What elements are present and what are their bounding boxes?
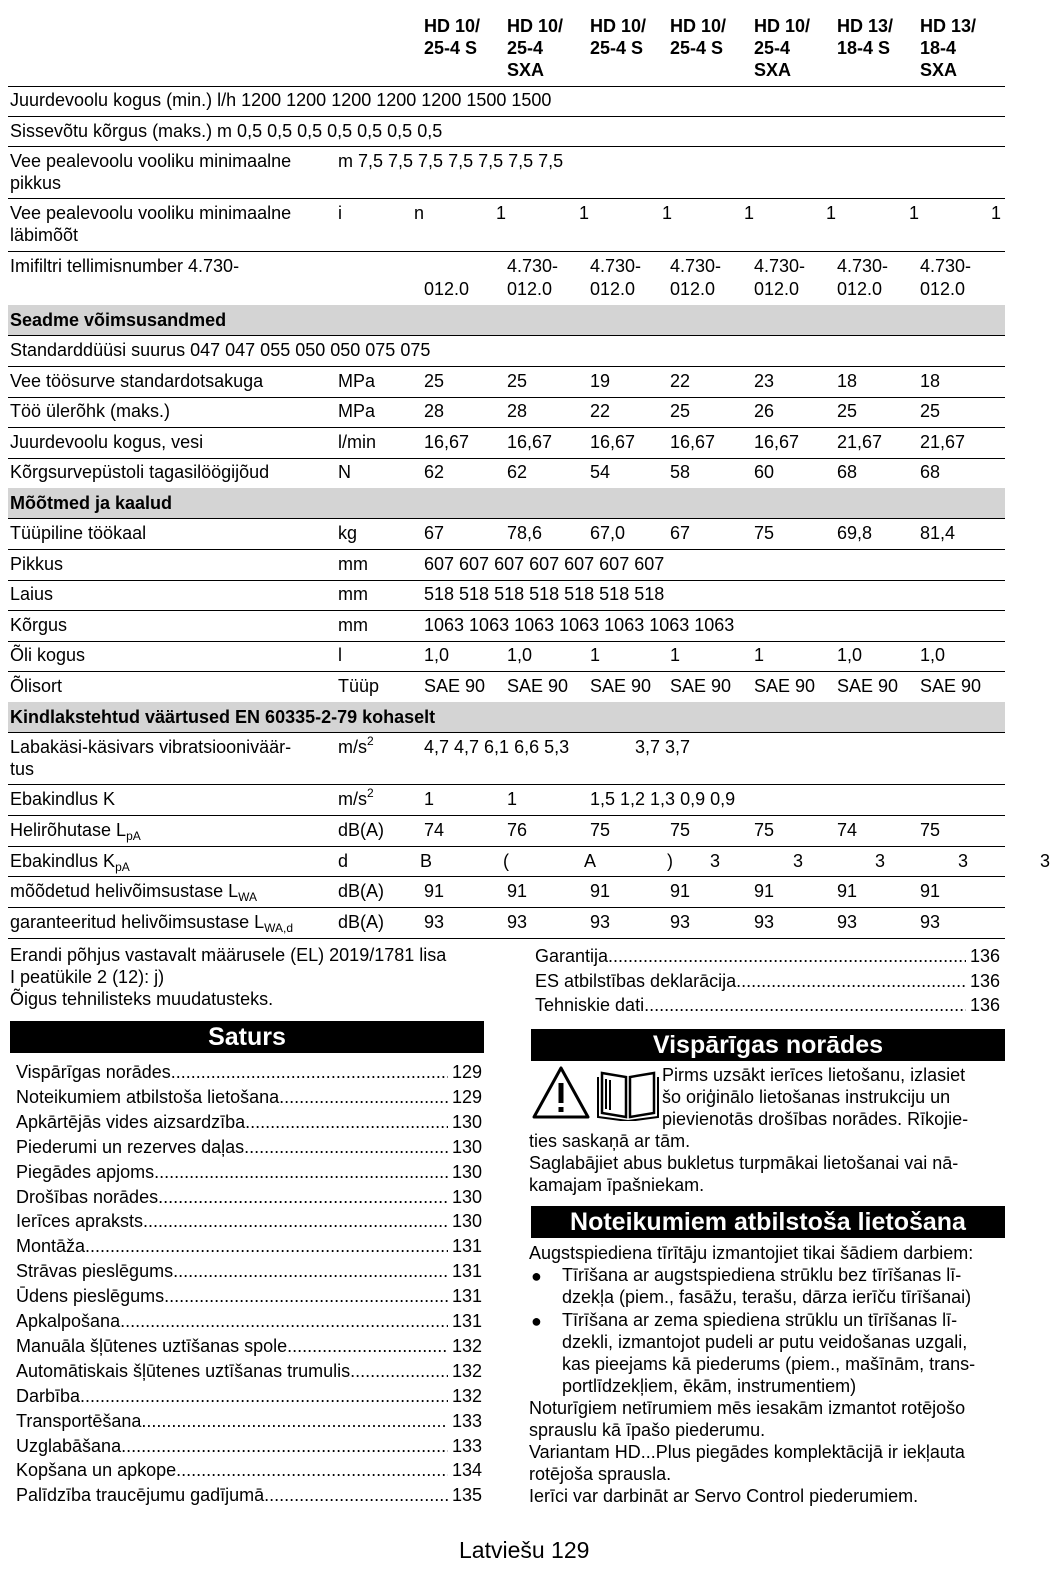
section-title: Mõõtmed ja kaalud — [10, 493, 173, 513]
toc-dot-leader — [173, 1259, 448, 1283]
cell: 3,7 3,7 — [635, 737, 691, 757]
toc-entry[interactable] — [535, 993, 1000, 1018]
cell: 012.0 — [837, 279, 883, 299]
intended-use-bullet: Tīrīšana ar zema spiediena strūklu un tīrīšanas lī- dzekli, izmantojot pudeli ar putu veidošanas uzgali, kas pieejams kā piederums (piem., mašīnām, trans- portlīdzekļiem, ēkām, instrumentiem) — [562, 1310, 976, 1396]
toc-dot-leader — [121, 1434, 448, 1458]
toc-dot-leader — [164, 1284, 448, 1308]
cell: 22 — [670, 371, 691, 391]
intended-use-title: Noteikumiem atbilstoša lietošana — [531, 1206, 1005, 1238]
general-notes-text: ties saskaņā ar tām. Saglabājiet abus bukletus turpmākai lietošanai vai nā- kamajam īpašniekam. — [529, 1131, 959, 1195]
cell: 91 — [837, 881, 858, 901]
spec-row-label: Kõrgsurvepüstoli tagasilöögijõud — [10, 462, 270, 482]
cell: 28 — [424, 401, 445, 421]
cell: 3 — [875, 851, 886, 871]
cell: 16,67 — [754, 432, 800, 452]
cell: 28 — [507, 401, 528, 421]
toc-entry-title: ES atbilstības deklarācija — [535, 970, 737, 991]
toc-entry[interactable] — [16, 1110, 482, 1135]
toc-entry[interactable] — [16, 1135, 482, 1160]
toc-entry-page: 136 — [969, 970, 1000, 991]
cell: 3 — [793, 851, 804, 871]
cell: 26 — [754, 401, 775, 421]
spec-row-label: Kõrgus — [10, 615, 68, 635]
spec-row-inflow: Juurdevoolu kogus (min.) l/h 1200 1200 1200 1200 1200 1500 1500 — [10, 90, 552, 110]
toc-entry[interactable] — [16, 1384, 482, 1409]
toc-entry-title: Noteikumiem atbilstoša lietošana — [16, 1086, 280, 1107]
intended-use-closing: Noturīgiem netīrumiem mēs iesakām izmantot rotējošo sprauslu kā īpašo piederumu. Variantam HD...Plus piegādes komplektācijā ir iekļauta rotējoša sprausla. Ierīci var darbināt ar Servo Control piederumiem. — [529, 1398, 966, 1506]
toc-entry-title: Transportēšana — [16, 1410, 142, 1431]
cell: 16,67 — [507, 432, 553, 452]
cell: 93 — [507, 912, 528, 932]
section-title: Seadme võimsusandmed — [10, 310, 227, 330]
unit: $m/s^2$ — [338, 734, 374, 757]
cell: i — [338, 203, 342, 223]
cell: 4.730- — [590, 256, 642, 276]
cell: 012.0 — [670, 279, 716, 299]
toc-entry-page: 130 — [451, 1111, 482, 1132]
cell: 16,67 — [670, 432, 716, 452]
cell: 4.730- — [754, 256, 806, 276]
column-header: HD 10/ 25-4 SXA — [754, 16, 811, 80]
toc-entry-title: Ūdens pieslēgums — [16, 1286, 165, 1307]
cell: 012.0 — [754, 279, 800, 299]
row-divider — [8, 397, 1005, 398]
toc-dot-leader — [141, 1409, 448, 1433]
cell: 19 — [590, 371, 611, 391]
toc-entry[interactable] — [16, 1259, 482, 1284]
cell: 91 — [670, 881, 691, 901]
toc-entry-page: 130 — [451, 1136, 482, 1157]
spec-row-label: Vee töösurve standardotsakuga — [10, 371, 264, 391]
cell: 67 — [670, 523, 691, 543]
cell: SAE 90 — [424, 676, 486, 696]
toc-entry[interactable] — [16, 1434, 482, 1459]
toc-entry[interactable] — [16, 1309, 482, 1334]
toc-entry[interactable] — [16, 1185, 482, 1210]
toc-entry[interactable] — [16, 1458, 482, 1483]
cell: 75 — [590, 820, 611, 840]
cell: 1063 1063 1063 1063 1063 1063 1063 — [424, 615, 735, 635]
toc-dot-leader — [608, 944, 966, 968]
row-divider — [8, 458, 1005, 459]
toc-entry[interactable] — [16, 1409, 482, 1434]
toc-entry-page: 130 — [451, 1211, 482, 1232]
cell: 4.730- — [837, 256, 889, 276]
toc-entry[interactable] — [535, 969, 1000, 994]
toc-entry-title: Apkārtējās vides aizsardzība — [16, 1111, 246, 1132]
toc-dot-leader — [264, 1483, 448, 1507]
page-footer: Latviešu 129 — [459, 1537, 590, 1563]
spec-row-hose-length-values: m 7,5 7,5 7,5 7,5 7,5 7,5 7,5 — [338, 151, 564, 171]
cell: SAE 90 — [837, 676, 899, 696]
cell: 93 — [837, 912, 858, 932]
cell: 23 — [754, 371, 775, 391]
spec-row-suction: Sissevõtu kõrgus (maks.) m 0,5 0,5 0,5 0,5 0,5 0,5 0,5 — [10, 121, 443, 141]
toc-dot-leader — [80, 1384, 448, 1408]
toc-entry-page: 135 — [451, 1485, 482, 1506]
spec-row-lwa-label: mõõdetud helivõimsustase $L_{WA}$ — [10, 881, 258, 904]
column-header: HD 10/ 25-4 S — [670, 16, 727, 58]
cell: 91 — [920, 881, 941, 901]
toc-entry-title: Ierīces apraksts — [16, 1211, 144, 1232]
unit: mm — [338, 554, 368, 574]
cell: 16,67 — [590, 432, 636, 452]
cell: 25 — [837, 401, 858, 421]
spec-row-lpa-label: Helirõhutase $L_{pA}$ — [10, 820, 141, 843]
cell: 1,0 — [507, 645, 533, 665]
cell: SAE 90 — [507, 676, 569, 696]
toc-entry-title: Strāvas pieslēgums — [16, 1261, 174, 1282]
cell: SAE 90 — [590, 676, 652, 696]
cell: 1,0 — [837, 645, 863, 665]
cell: 81,4 — [920, 523, 956, 543]
toc-entry[interactable] — [16, 1359, 482, 1384]
toc-dot-leader — [120, 1309, 448, 1333]
bullet-icon: ● — [531, 1266, 542, 1286]
cell: 3 — [710, 851, 721, 871]
toc-entry-page: 131 — [451, 1236, 482, 1257]
toc-entry[interactable] — [16, 1060, 482, 1085]
cell: 1 — [826, 203, 837, 223]
spec-row-kpa-label: Ebakindlus $K_{pA}$ — [10, 851, 130, 874]
unit: dB(A) — [338, 912, 385, 932]
cell: 1 — [991, 203, 1002, 223]
cell: 21,67 — [837, 432, 883, 452]
column-header: HD 10/ 25-4 S — [424, 16, 481, 58]
spec-row-label: Juurdevoolu kogus, vesi — [10, 432, 204, 452]
cell: 3 — [958, 851, 969, 871]
toc-entry-title: Manuāla šļūtenes uztīšanas spole — [16, 1335, 288, 1356]
cell: 1 — [424, 789, 435, 809]
cell: 518 518 518 518 518 518 518 — [424, 584, 665, 604]
toc-entry-title: Garantija — [535, 946, 609, 966]
cell: 3 — [1040, 851, 1051, 871]
cell: 16,67 — [424, 432, 470, 452]
row-divider — [8, 671, 1005, 672]
spec-row-label: Tüüpiline töökaal — [10, 523, 147, 543]
cell: 93 — [424, 912, 445, 932]
toc-entry-title: Palīdzība traucējumu gadījumā — [16, 1485, 265, 1506]
spec-row-hose-length-label: Vee pealevoolu vooliku minimaalne pikkus — [10, 151, 292, 193]
cell: 1 — [754, 645, 765, 665]
cell: 012.0 — [590, 279, 636, 299]
toc-dot-leader — [171, 1060, 448, 1084]
unit: Tüüp — [338, 676, 380, 696]
cell: SAE 90 — [920, 676, 982, 696]
column-header: HD 10/ 25-4 S — [590, 16, 647, 58]
unit: l — [338, 645, 342, 665]
toc-entry-page: 132 — [451, 1360, 482, 1381]
toc-dot-leader — [287, 1334, 448, 1358]
cell: ( — [503, 851, 509, 871]
column-header: HD 13/ 18-4 SXA — [920, 16, 977, 80]
cell: 1 — [662, 203, 673, 223]
toc-entry-title: Tehniskie dati — [535, 995, 645, 1015]
cell: ) — [667, 851, 673, 871]
spec-row-uncertainty-label: Ebakindlus K — [10, 789, 116, 809]
cell: 1 — [496, 203, 507, 223]
spec-row-label: Õli kogus — [10, 645, 86, 665]
toc-entry-page: 132 — [451, 1385, 482, 1406]
cell: 1,5 1,2 1,3 0,9 0,9 — [590, 789, 736, 809]
toc-dot-leader — [736, 969, 966, 993]
cell: 93 — [590, 912, 611, 932]
cell: 62 — [507, 462, 528, 482]
toc-entry-title: Piegādes apjoms — [16, 1161, 155, 1182]
bullet-icon: ● — [531, 1311, 542, 1331]
cell: 75 — [754, 820, 775, 840]
section-title: Kindlakstehtud väärtused EN 60335-2-79 kohaselt — [10, 707, 436, 727]
cell: 60 — [754, 462, 775, 482]
unit: dB(A) — [338, 881, 385, 901]
toc-entry-title: Automātiskais šļūtenes uztīšanas trumulis — [16, 1360, 351, 1381]
toc-title: Saturs — [10, 1021, 484, 1053]
toc-entry[interactable] — [16, 1334, 482, 1359]
toc-dot-leader — [279, 1085, 448, 1109]
cell: 91 — [424, 881, 445, 901]
spec-row-label: Töö ülerõhk (maks.) — [10, 401, 171, 421]
warning-icon — [531, 1065, 591, 1126]
cell: 91 — [590, 881, 611, 901]
unit: dB(A) — [338, 820, 385, 840]
cell: 22 — [590, 401, 611, 421]
row-divider — [8, 610, 1005, 611]
cell: 25 — [424, 371, 445, 391]
cell: 54 — [590, 462, 611, 482]
cell: 25 — [507, 371, 528, 391]
toc-dot-leader — [644, 993, 966, 1017]
unit: $m/s^2$ — [338, 786, 374, 809]
cell: 4,7 4,7 6,1 6,6 5,3 — [424, 737, 570, 757]
toc-entry-page: 130 — [451, 1161, 482, 1182]
toc-entry[interactable] — [16, 1085, 482, 1110]
general-notes-title: Vispārīgas norādes — [531, 1029, 1005, 1061]
toc-entry-title: Kopšana un apkope — [16, 1460, 177, 1481]
spec-row-label: Õlisort — [10, 676, 63, 696]
toc-entry[interactable] — [16, 1209, 482, 1234]
toc-entry-page: 136 — [969, 995, 1000, 1015]
toc-dot-leader — [244, 1135, 448, 1159]
cell: 68 — [920, 462, 941, 482]
cell: 4.730- — [507, 256, 559, 276]
spec-row-vibration-label: Labakäsi-käsivars vibratsiooniväär- tus — [10, 737, 292, 779]
toc-entry-title: Montāža — [16, 1236, 86, 1257]
toc-entry-page: 131 — [451, 1311, 482, 1331]
cell: 21,67 — [920, 432, 966, 452]
unit: MPa — [338, 401, 376, 421]
cell: 75 — [670, 820, 691, 840]
toc-entry-title: Piederumi un rezerves daļas — [16, 1136, 245, 1157]
cell: 1 — [744, 203, 755, 223]
toc-entry[interactable] — [535, 944, 1000, 969]
cell: B — [420, 851, 433, 871]
cell: d — [338, 851, 349, 871]
cell: 4.730- — [920, 256, 972, 276]
cell: 93 — [754, 912, 775, 932]
intended-use-bullet: Tīrīšana ar augstspiediena strūklu bez tīrīšanas lī- dzekļa (piem., fasāžu, terašu, dārza ierīču tīrīšanai) — [562, 1265, 972, 1307]
cell: 75 — [754, 523, 775, 543]
column-header: HD 10/ 25-4 SXA — [507, 16, 564, 80]
toc-entry-page: 132 — [451, 1335, 482, 1356]
cell: 67 — [424, 523, 445, 543]
cell: A — [584, 851, 597, 871]
cell: 012.0 — [507, 279, 553, 299]
cell: 69,8 — [837, 523, 873, 543]
cell: 74 — [837, 820, 858, 840]
cell: n — [414, 203, 425, 223]
row-divider — [8, 549, 1005, 550]
toc-entry-title: Uzglabāšana — [16, 1435, 122, 1456]
cell: 74 — [424, 820, 445, 840]
cell: 58 — [670, 462, 691, 482]
toc-entry-title: Apkalpošana — [16, 1311, 121, 1331]
unit: mm — [338, 584, 368, 604]
cell: 1 — [507, 789, 518, 809]
cell: 1,0 — [424, 645, 450, 665]
toc-dot-leader — [158, 1185, 448, 1209]
toc-dot-leader — [176, 1458, 448, 1482]
cell: 012.0 — [424, 279, 470, 299]
cell: 1 — [909, 203, 920, 223]
spec-row-label: Pikkus — [10, 554, 64, 574]
toc-entry-page: 131 — [451, 1261, 482, 1282]
spec-row-filter-label: Imifiltri tellimisnumber 4.730- — [10, 256, 240, 276]
cell: 25 — [670, 401, 691, 421]
unit: mm — [338, 615, 368, 635]
unit: MPa — [338, 371, 376, 391]
cell: 78,6 — [507, 523, 543, 543]
cell: 18 — [920, 371, 941, 391]
cell: SAE 90 — [670, 676, 732, 696]
cell: 93 — [920, 912, 941, 932]
toc-entry-page: 134 — [451, 1460, 482, 1481]
toc-entry-title: Drošības norādes — [16, 1186, 159, 1207]
manual-book-icon — [596, 1065, 660, 1126]
cell: SAE 90 — [754, 676, 816, 696]
cell: 68 — [837, 462, 858, 482]
cell: 91 — [507, 881, 528, 901]
cell: 67,0 — [590, 523, 626, 543]
general-notes-intro: Pirms uzsākt ierīces lietošanu, izlasiet šo oriģinālo lietošanas instrukciju un pievienotās drošības norādes. Rīkojie- — [662, 1065, 969, 1129]
toc-entry-page: 129 — [451, 1062, 482, 1082]
cell: 1,0 — [920, 645, 946, 665]
toc-entry[interactable] — [16, 1234, 482, 1259]
spec-row-lwad-label: garanteeritud helivõimsustase $L_{WA,d}$ — [10, 912, 294, 935]
cell: 1 — [590, 645, 601, 665]
cell: 93 — [670, 912, 691, 932]
cell: 25 — [920, 401, 941, 421]
unit: kg — [338, 523, 358, 543]
intended-use-lead: Augstspiediena tīrītāju izmantojiet tikai šādiem darbiem: — [529, 1243, 974, 1263]
cell: 91 — [754, 881, 775, 901]
spec-row-hose-diameter-label: Vee pealevoolu vooliku minimaalne läbimõõt — [10, 203, 292, 245]
toc-entry-page: 131 — [451, 1286, 482, 1307]
toc-entry-page: 129 — [451, 1086, 482, 1107]
cell: 607 607 607 607 607 607 607 — [424, 554, 665, 574]
cell: 18 — [837, 371, 858, 391]
toc-dot-leader — [85, 1234, 448, 1258]
row-divider — [8, 641, 1005, 642]
toc-entry-title: Darbība — [16, 1385, 81, 1406]
toc-entry-page: 133 — [451, 1435, 482, 1456]
toc-entry-page: 136 — [969, 946, 1000, 966]
cell: 1 — [670, 645, 681, 665]
cell: 012.0 — [920, 279, 966, 299]
column-header: HD 13/ 18-4 S — [837, 16, 894, 58]
cell: 76 — [507, 820, 528, 840]
toc-entry[interactable] — [16, 1284, 482, 1309]
cell: 62 — [424, 462, 445, 482]
spec-row-label: Laius — [10, 584, 54, 604]
spec-row-nozzle: Standarddüüsi suurus 047 047 055 050 050 075 075 — [10, 340, 431, 360]
toc-entry-page: 130 — [451, 1186, 482, 1207]
unit: N — [338, 462, 351, 482]
cell: 4.730- — [670, 256, 722, 276]
toc-entry-title: Vispārīgas norādes — [16, 1062, 171, 1082]
toc-dot-leader — [245, 1110, 448, 1134]
toc-entry[interactable] — [16, 1483, 482, 1508]
toc-dot-leader — [350, 1359, 448, 1383]
cell: 75 — [920, 820, 941, 840]
row-divider — [8, 427, 1005, 428]
row-divider — [8, 580, 1005, 581]
toc-entry[interactable] — [16, 1160, 482, 1185]
toc-dot-leader — [143, 1209, 448, 1233]
toc-entry-page: 133 — [451, 1410, 482, 1431]
footnote: Erandi põhjus vastavalt määrusele (EL) 2019/1781 lisa I peatükile 2 (12): j) Õigus tehnilisteks muudatusteks. — [10, 945, 447, 1009]
cell: 1 — [579, 203, 590, 223]
toc-dot-leader — [154, 1160, 448, 1184]
unit: l/min — [338, 432, 377, 452]
